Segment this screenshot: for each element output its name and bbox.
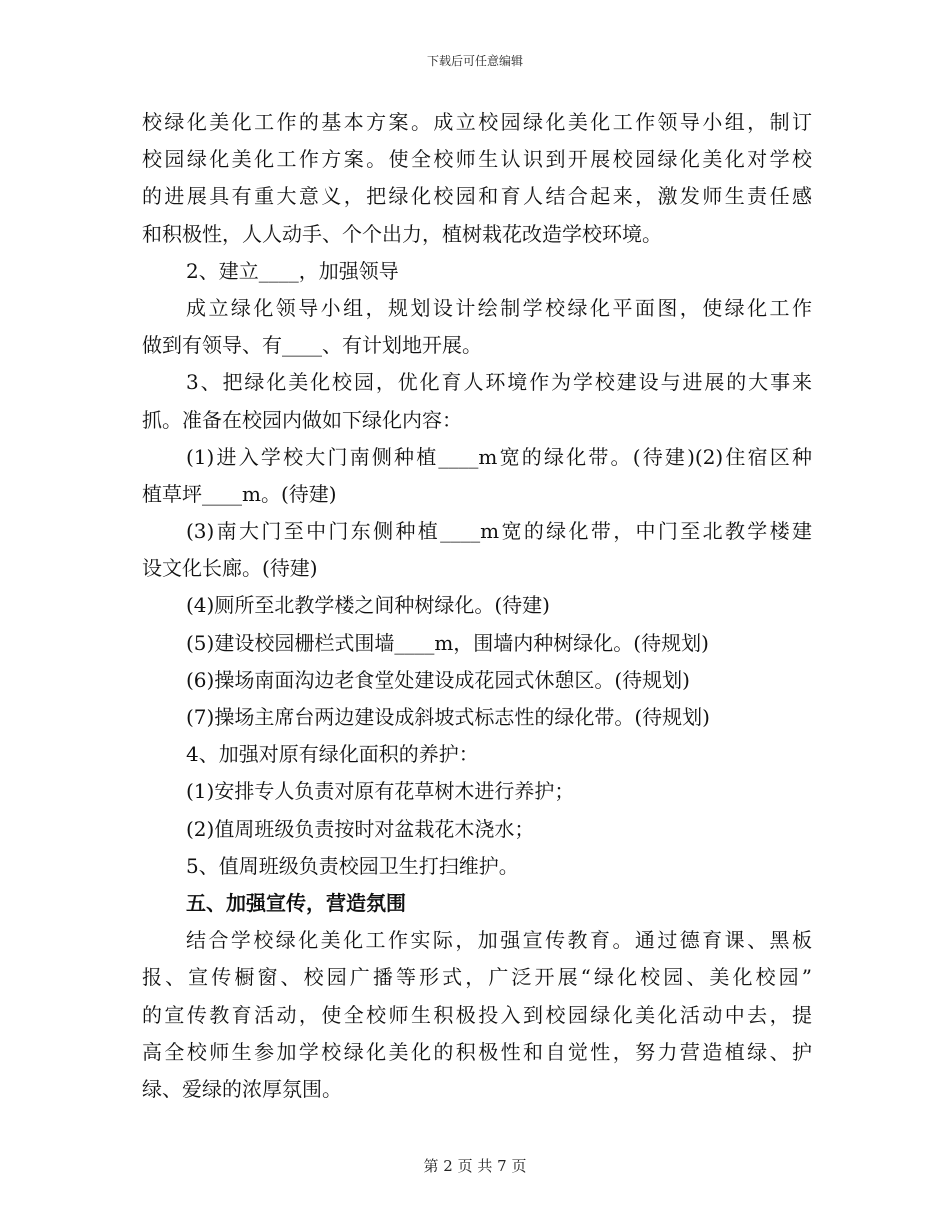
paragraph-line: 植草坪____m。(待建) <box>142 481 337 506</box>
paragraph-line: 校园绿化美化工作方案。使全校师生认识到开展校园绿化美化对学校 <box>142 147 812 172</box>
paragraph-line: 的进展具有重大意义，把绿化校园和育人结合起来，激发师生责任感 <box>142 184 812 209</box>
paragraph-line: 做到有领导、有____、有计划地开展。 <box>142 333 482 358</box>
paragraph-line: (2)值周班级负责按时对盆栽花木浇水； <box>186 816 535 841</box>
paragraph-line: (7)操场主席台两边建设成斜坡式标志性的绿化带。(待规划) <box>186 705 710 729</box>
paragraph-line: 结合学校绿化美化工作实际，加强宣传教育。通过德育课、黑板 <box>186 928 812 953</box>
paragraph-line: 报、宣传橱窗、校园广播等形式，广泛开展“绿化校园、美化校园” <box>142 965 812 990</box>
paragraph-line: 的宣传教育活动，使全校师生积极投入到校园绿化美化活动中去，提 <box>142 1002 812 1027</box>
section-heading: 五、加强宣传，营造氛围 <box>186 890 406 915</box>
paragraph-line: 高全校师生参加学校绿化美化的积极性和自觉性，努力营造植绿、护 <box>142 1039 812 1064</box>
paragraph-line: (1)进入学校大门南侧种植____m宽的绿化带。(待建)(2)住宿区种 <box>186 444 812 469</box>
page-header: 下载后可任意编辑 <box>426 54 523 68</box>
paragraph-line: 绿、爱绿的浓厚氛围。 <box>142 1076 342 1101</box>
document-body <box>142 104 812 1108</box>
paragraph-line: (3)南大门至中门东侧种植____m宽的绿化带，中门至北教学楼建 <box>186 519 812 544</box>
paragraph-line: (4)厕所至北教学楼之间种树绿化。(待建) <box>186 593 550 618</box>
paragraph-line: 和积极性，人人动手、个个出力，植树栽花改造学校环境。 <box>142 221 662 246</box>
paragraph-line: 校绿化美化工作的基本方案。成立校园绿化美化工作领导小组，制订 <box>142 110 812 134</box>
paragraph-line: 3、把绿化美化校园，优化育人环境作为学校建设与进展的大事来 <box>186 370 812 395</box>
paragraph-line: 抓。准备在校园内做如下绿化内容： <box>142 407 462 432</box>
page-footer: 第 2 页 共 7 页 <box>423 1157 527 1175</box>
paragraph-line: 设文化长廊。(待建) <box>142 556 318 581</box>
paragraph-line: 成立绿化领导小组，规划设计绘制学校绿化平面图，使绿化工作 <box>186 295 812 320</box>
paragraph-line: (6)操场南面沟边老食堂处建设成花园式休憩区。(待规划) <box>186 667 690 692</box>
paragraph-line: 5、值周班级负责校园卫生打扫维护。 <box>186 853 519 878</box>
paragraph-line: (1)安排专人负责对原有花草树木进行养护； <box>186 779 575 804</box>
paragraph-line: (5)建设校园栅栏式围墙____m，围墙内种树绿化。(待规划) <box>186 630 709 655</box>
paragraph-line: 2、建立____，加强领导 <box>186 258 399 283</box>
paragraph-line: 4、加强对原有绿化面积的养护： <box>186 742 479 767</box>
